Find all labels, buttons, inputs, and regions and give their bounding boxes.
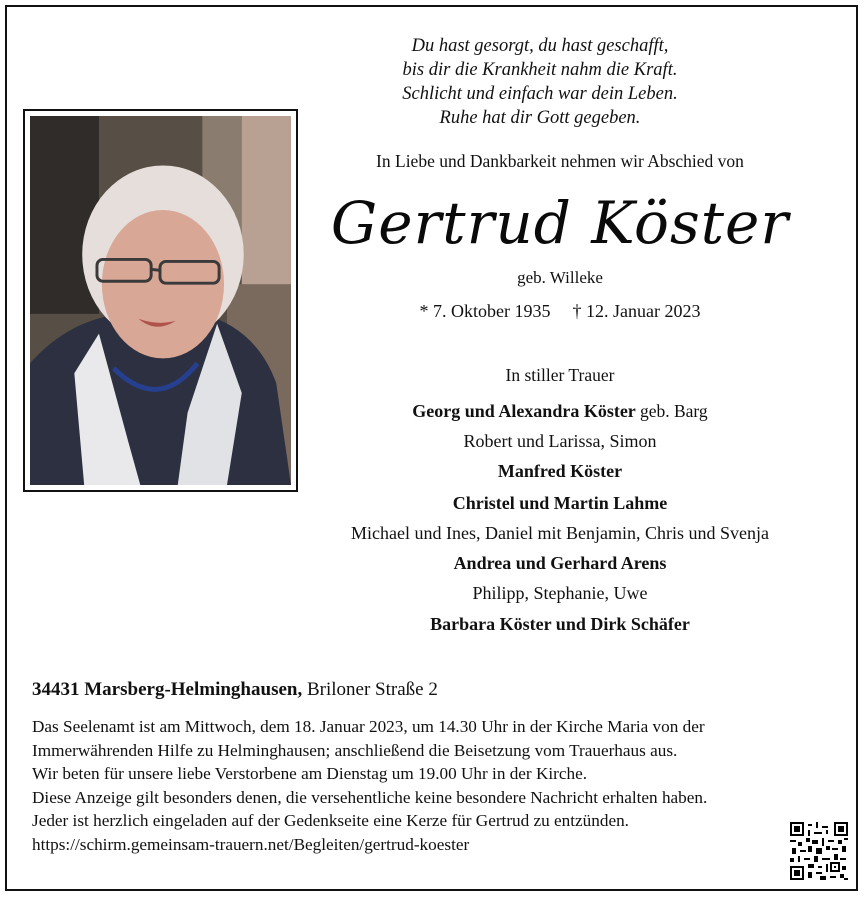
poem-line: Ruhe hat dir Gott gegeben.: [439, 108, 641, 128]
mourner-andrea: Andrea und Gerhard Arens: [453, 553, 667, 573]
service-info: [32, 715, 707, 856]
mourner-christel-children: Michael und Ines, Daniel mit Benjamin, Chris und Svenja: [351, 523, 769, 543]
info-line: Immerwährenden Hilfe zu Helminghausen; anschließend die Beisetzung vom Trauerhaus aus.: [32, 740, 678, 760]
birth-date: * 7. Oktober 1935: [419, 301, 551, 321]
portrait-frame: [23, 109, 298, 492]
poem: [330, 34, 750, 130]
qr-code-icon[interactable]: [790, 822, 848, 880]
life-dates: [300, 301, 820, 322]
address: [32, 679, 438, 701]
address-street: Briloner Straße 2: [306, 679, 438, 700]
info-line: Diese Anzeige gilt besonders denen, die versehentliche keine besondere Nachricht erhalten haben.: [32, 787, 708, 807]
mourner-manfred: Manfred Köster: [497, 461, 623, 481]
mourner-barbara: Barbara Köster und Dirk Schäfer: [430, 614, 690, 634]
farewell-intro: In Liebe und Dankbarkeit nehmen wir Abschied von: [376, 151, 744, 171]
deceased-name: Gertrud Köster: [330, 189, 790, 257]
mourner-christel: Christel und Martin Lahme: [452, 493, 668, 513]
address-city: 34431 Marsberg-Helminghausen,: [32, 679, 303, 700]
mourner-georg: [300, 401, 820, 422]
poem-line: bis dir die Krankheit nahm die Kraft.: [402, 60, 678, 80]
portrait-illustration: [30, 116, 291, 485]
memorial-link[interactable]: https://schirm.gemeinsam-trauern.net/Begleiten/gertrud-koester: [32, 834, 470, 854]
info-line: Wir beten für unsere liebe Verstorbene am Dienstag um 19.00 Uhr in der Kirche.: [32, 764, 588, 783]
mourner-andrea-children: Philipp, Stephanie, Uwe: [472, 583, 648, 603]
poem-line: Schlicht und einfach war dein Leben.: [402, 84, 678, 104]
mourner-georg-children: Robert und Larissa, Simon: [463, 431, 657, 451]
mourner-georg-suffix: geb. Barg: [639, 401, 708, 421]
info-line: Jeder ist herzlich eingeladen auf der Gedenkseite eine Kerze für Gertrud zu entzünden.: [32, 811, 629, 830]
death-date: † 12. Januar 2023: [572, 301, 701, 321]
maiden-name: geb. Willeke: [517, 268, 603, 287]
mourning-intro: In stiller Trauer: [505, 365, 615, 385]
mourner-georg-name: Georg und Alexandra Köster: [412, 401, 636, 421]
info-line: Das Seelenamt ist am Mittwoch, dem 18. Januar 2023, um 14.30 Uhr in der Kirche Maria von der: [32, 717, 705, 736]
portrait-photo: [30, 116, 291, 485]
poem-line: Du hast gesorgt, du hast geschafft,: [411, 36, 669, 56]
